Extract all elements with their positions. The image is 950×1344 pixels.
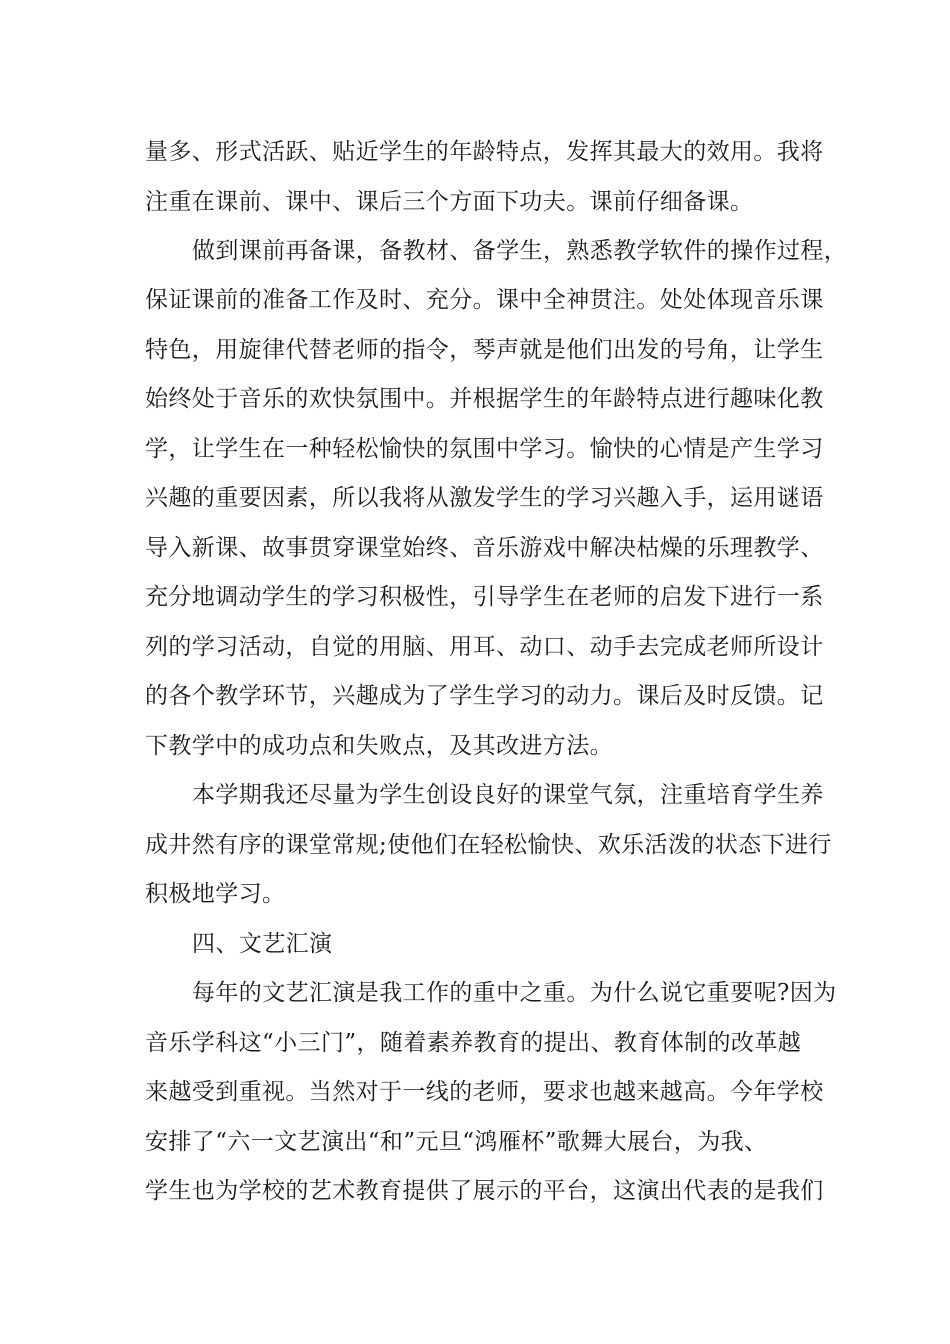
text-line: 积极地学习。: [145, 881, 286, 907]
text-line: 安排了“六一文艺演出“和”元旦“鸿雁杯”歌舞大展台，为我、: [145, 1129, 768, 1155]
text-line: 本学期我还尽量为学生创设良好的课堂气氛，注重培育学生养: [192, 782, 824, 808]
text-line: 特色，用旋律代替老师的指令，琴声就是他们出发的号角，让学生: [145, 337, 824, 363]
text-line: 的各个教学环节，兴趣成为了学生学习的动力。课后及时反馈。记: [145, 683, 824, 709]
text-line: 注重在课前、课中、课后三个方面下功夫。课前仔细备课。: [145, 189, 754, 215]
text-line: 始终处于音乐的欢快氛围中。并根据学生的年龄特点进行趣味化教: [145, 386, 824, 412]
text-line: 音乐学科这“小三门”，随着素养教育的提出、教育体制的改革越: [145, 1030, 802, 1056]
text-line: 保证课前的准备工作及时、充分。课中全神贯注。处处体现音乐课: [145, 287, 824, 313]
text-line: 成井然有序的课堂常规;使他们在轻松愉快、欢乐活泼的状态下进行: [145, 832, 832, 858]
text-line: 每年的文艺汇演是我工作的重中之重。为什么说它重要呢?因为: [192, 980, 837, 1006]
text-line: 列的学习活动，自觉的用脑、用耳、动口、动手去完成老师所设计: [145, 634, 824, 660]
text-line: 导入新课、故事贯穿课堂始终、音乐游戏中解决枯燥的乐理教学、: [145, 535, 824, 561]
text-line: 下教学中的成功点和失败点，及其改进方法。: [145, 733, 613, 759]
text-line: 学生也为学校的艺术教育提供了展示的平台，这演出代表的是我们: [145, 1178, 824, 1204]
section-heading: 四、文艺汇演: [192, 931, 333, 957]
text-line: 量多、形式活跃、贴近学生的年龄特点，发挥其最大的效用。我将: [145, 139, 824, 165]
text-line: 学，让学生在一种轻松愉快的氛围中学习。愉快的心情是产生学习: [145, 436, 824, 462]
text-line: 做到课前再备课，备教材、备学生，熟悉教学软件的操作过程，: [192, 238, 848, 264]
text-line: 充分地调动学生的学习积极性，引导学生在老师的启发下进行一系: [145, 584, 824, 610]
text-line: 兴趣的重要因素，所以我将从激发学生的学习兴趣入手，运用谜语: [145, 485, 824, 511]
text-line: 来越受到重视。当然对于一线的老师，要求也越来越高。今年学校: [145, 1079, 824, 1105]
